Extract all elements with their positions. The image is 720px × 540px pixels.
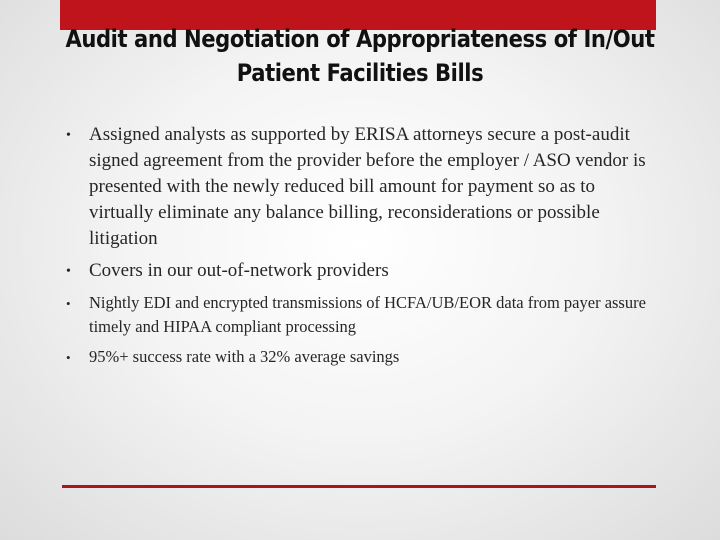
bottom-divider [62,485,656,488]
slide-title-line-2: Patient Facilities Bills [236,59,484,87]
bullet-icon: • [66,264,71,279]
bullet-text: 95%+ success rate with a 32% average savings [89,347,400,366]
bullet-icon: • [66,128,71,143]
bullet-text: Covers in our out-of-network providers [89,260,389,281]
bullet-text: Assigned analysts as supported by ERISA attorneys secure a post-audit signed agreement from the provider before the employer / ASO vendor is presented with the newly reduced bill amount for payment so as to virtually eliminate any balance billing, reconsiderations or possible litigation [89,124,646,249]
bullet-item [66,345,646,369]
slide-title-line-1: Audit and Negotiation of Appropriateness of In/Out [65,25,655,53]
bullet-item [66,258,646,284]
bullet-item [66,122,646,252]
bullet-icon: • [66,350,71,365]
bullet-icon: • [66,296,71,311]
bullet-list [66,122,646,369]
bullet-item [66,291,646,339]
slide-title [43,22,677,90]
bullet-text: Nightly EDI and encrypted transmissions of HCFA/UB/EOR data from payer assure timely and HIPAA compliant processing [89,293,646,336]
